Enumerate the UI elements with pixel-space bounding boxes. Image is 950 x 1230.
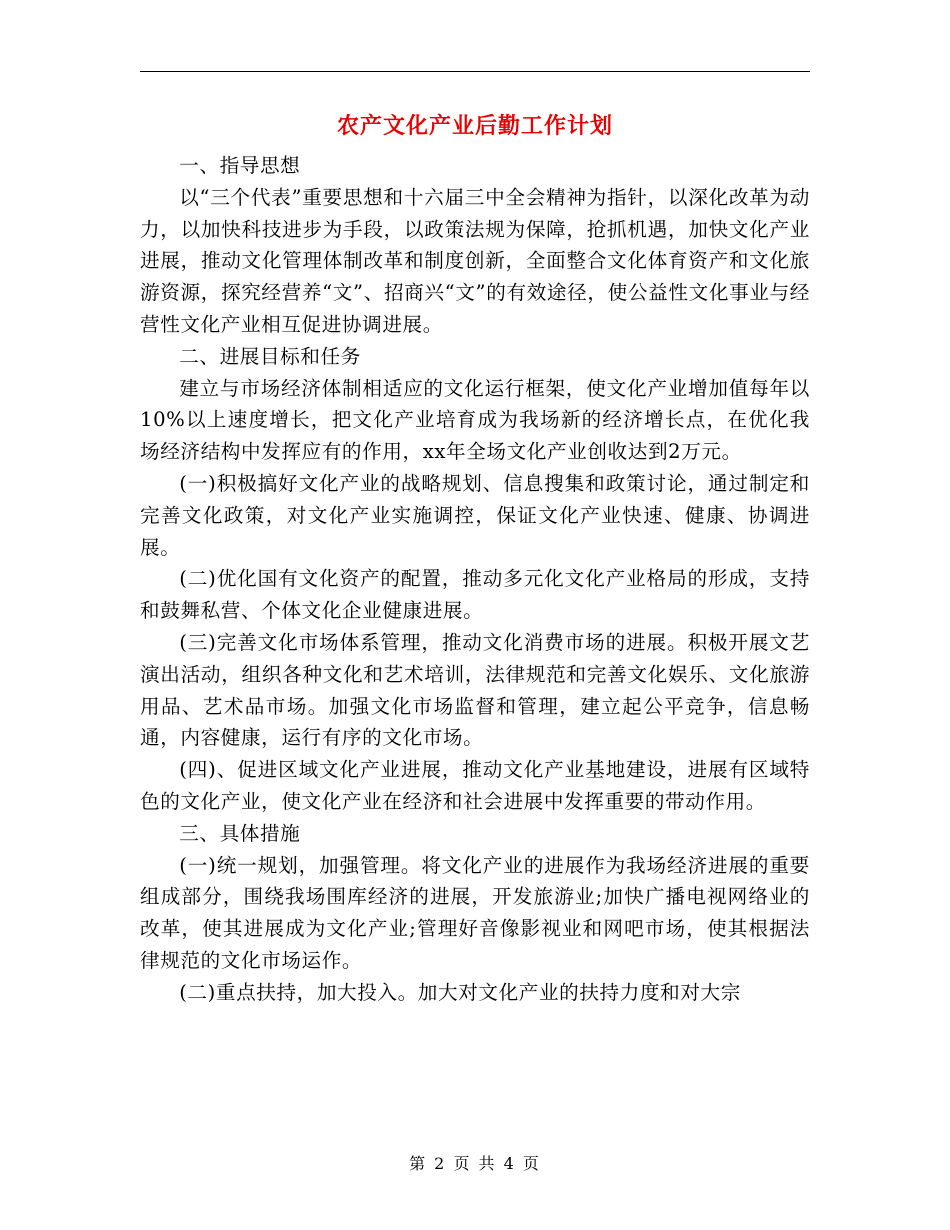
paragraph-measure-2: (二)重点扶持，加大投入。加大对文化产业的扶持力度和对大宗 bbox=[179, 980, 741, 1004]
page-footer: 第 2 页 共 4 页 bbox=[409, 1154, 541, 1173]
document-body bbox=[140, 150, 810, 1009]
paragraph-goal-3: (三)完善文化市场体系管理，推动文化消费市场的进展。积极开展文艺演出活动，组织各种文化和艺术培训，法律规范和完善文化娱乐、文化旅游用品、艺术品市场。加强文化市场监督和管理，建立起公平竞争，信息畅通，内容健康，运行有序的文化市场。 bbox=[140, 630, 810, 750]
section-heading-guiding-thought: 一、指导思想 bbox=[179, 154, 301, 177]
paragraph-goals: 建立与市场经济体制相适应的文化运行框架，使文化产业增加值每年以10%以上速度增长，把文化产业培育成为我场新的经济增长点，在优化我场经济结构中发挥应有的作用，xx年全场文化产业创收达到2万元。 bbox=[140, 376, 810, 464]
paragraph-goal-2: (二)优化国有文化资产的配置，推动多元化文化产业格局的形成，支持和鼓舞私营、个体文化企业健康进展。 bbox=[140, 567, 810, 623]
paragraph-goal-1: (一)积极搞好文化产业的战略规划、信息搜集和政策讨论，通过制定和完善文化政策，对文化产业实施调控，保证文化产业快速、健康、协调进展。 bbox=[140, 471, 810, 559]
paragraph-guiding-thought: 以“三个代表”重要思想和十六届三中全会精神为指针，以深化改革为动力，以加快科技进步为手段，以政策法规为保障，抢抓机遇，加快文化产业进展，推动文化管理体制改革和制度创新，全面整合文化体育资产和文化旅游资源，探究经营养“文”、招商兴“文”的有效途径，使公益性文化事业与经营性文化产业相互促进协调进展。 bbox=[140, 185, 810, 336]
section-heading-goals: 二、进展目标和任务 bbox=[179, 344, 361, 368]
paragraph-measure-1: (一)统一规划，加强管理。将文化产业的进展作为我场经济进展的重要组成部分，围绕我场围库经济的进展，开发旅游业;加快广播电视网络业的改革，使其进展成为文化产业;管理好音像影视业和网吧市场，使其根据法律规范的文化市场运作。 bbox=[140, 853, 810, 972]
document-title: 农产文化产业后勤工作计划 bbox=[336, 113, 613, 139]
header-rule bbox=[140, 71, 810, 72]
section-heading-measures: 三、具体措施 bbox=[179, 821, 301, 845]
paragraph-goal-4: (四)、促进区域文化产业进展，推动文化产业基地建设，进展有区域特色的文化产业，使文化产业在经济和社会进展中发挥重要的带动作用。 bbox=[140, 758, 810, 813]
